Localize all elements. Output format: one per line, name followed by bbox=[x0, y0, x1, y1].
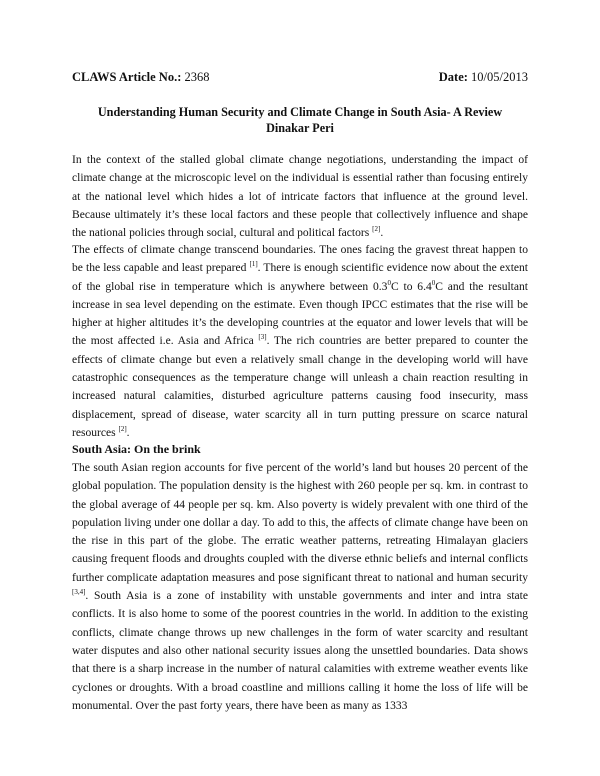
citation-ref: [3] bbox=[258, 333, 267, 342]
citation-ref: [2] bbox=[118, 424, 127, 433]
paragraph-effects bbox=[72, 241, 528, 442]
article-number-line bbox=[72, 70, 210, 85]
section-heading: South Asia: On the brink bbox=[72, 442, 201, 456]
paragraph-text: The south Asian region accounts for five percent of the world’s land but houses 20 percent of the global population. The population density is the highest with 260 people per sq. km. in contrast to the global average of 44 people per sq. km. Also poverty is widely prevalent with one third of the population living under one dollar a day. To add to this, the affects of climate change have been on the rise in this part of the globe. The erratic weather patterns, retreating Himalayan glaciers causing frequent floods and droughts coupled with the diverse ethnic beliefs and internal conflicts further complicate adaptation measures and pose significant threat to national and human security bbox=[72, 462, 528, 584]
paragraph-text: The effects of climate change transcend boundaries. The ones facing the gravest threat happen to be the less capable and least prepared bbox=[72, 244, 528, 275]
degree-superscript: 0 bbox=[387, 278, 391, 287]
article-title: Understanding Human Security and Climate Change in South Asia- A Review bbox=[97, 105, 503, 119]
citation-ref: [2] bbox=[372, 225, 381, 234]
article-header bbox=[72, 70, 528, 85]
paragraph-text: . The rich countries are better prepared to counter the effects of climate change but even a relatively small change in the developing world will have catastrophic consequences as the temperature change will unleash a chain reaction resulting in increased natural calamities, disturbed agriculture patterns causing food insecurity, mass displacement, spread of disease, water scarcity all in turn putting pressure on scarce natural resources bbox=[72, 335, 528, 439]
date-value: 10/05/2013 bbox=[471, 70, 528, 84]
article-number-label: CLAWS Article No.: bbox=[72, 70, 182, 84]
degree-superscript: 0 bbox=[431, 278, 436, 287]
paragraph-south-asia bbox=[72, 459, 528, 715]
paragraph-intro bbox=[72, 151, 528, 242]
paragraph-end: . bbox=[126, 426, 130, 439]
paragraph-text: . There is enough scientific evidence now about the extent of the global rise in temperature which is anywhere between 0.3 bbox=[72, 262, 529, 293]
citation-ref: [3,4] bbox=[72, 588, 86, 597]
date-label: Date: bbox=[438, 70, 468, 84]
paragraph-text: In the context of the stalled global climate change negotiations, understanding the impact of climate change at the microscopic level on the individual is essential rather than focusing entirely at the national level which hides a lot of intricate factors that influence at the ground level. Because ultimately it’s these local factors and these people that collectively influence and shape the national policies through social, cultural and political factors bbox=[72, 154, 528, 240]
date-line bbox=[439, 70, 528, 85]
paragraph-end: . bbox=[380, 227, 384, 240]
citation-ref: [1] bbox=[249, 260, 258, 269]
paragraph-text: C to 6.4 bbox=[390, 280, 432, 293]
paragraph-text: . South Asia is a zone of instability with unstable governments and inter and intra state conflicts. It is also home to some of the poorest countries in the world. In addition to the existing conflicts, climate change throws up new challenges in the form of water scarcity and resultant water disputes and also other national security issues along the unsettled boundaries. Data shows that there is a sharp increase in the number of natural calamities with extreme weather events like cyclones or droughts. With a broad coastline and millions calling it home the loss of life will be monumental. Over the past forty years, there have been as many as 1333 bbox=[72, 590, 528, 712]
author-name: Dinakar Peri bbox=[266, 121, 334, 135]
article-number: 2368 bbox=[184, 70, 210, 84]
title-block bbox=[72, 104, 528, 136]
paragraph-text: C and the resultant increase in sea level depending on the estimate. Even though IPCC estimates that the rise will be higher at higher altitudes it’s the developing countries at the equator and lower levels that will be the most affected i.e. Asia and Africa bbox=[72, 280, 529, 348]
